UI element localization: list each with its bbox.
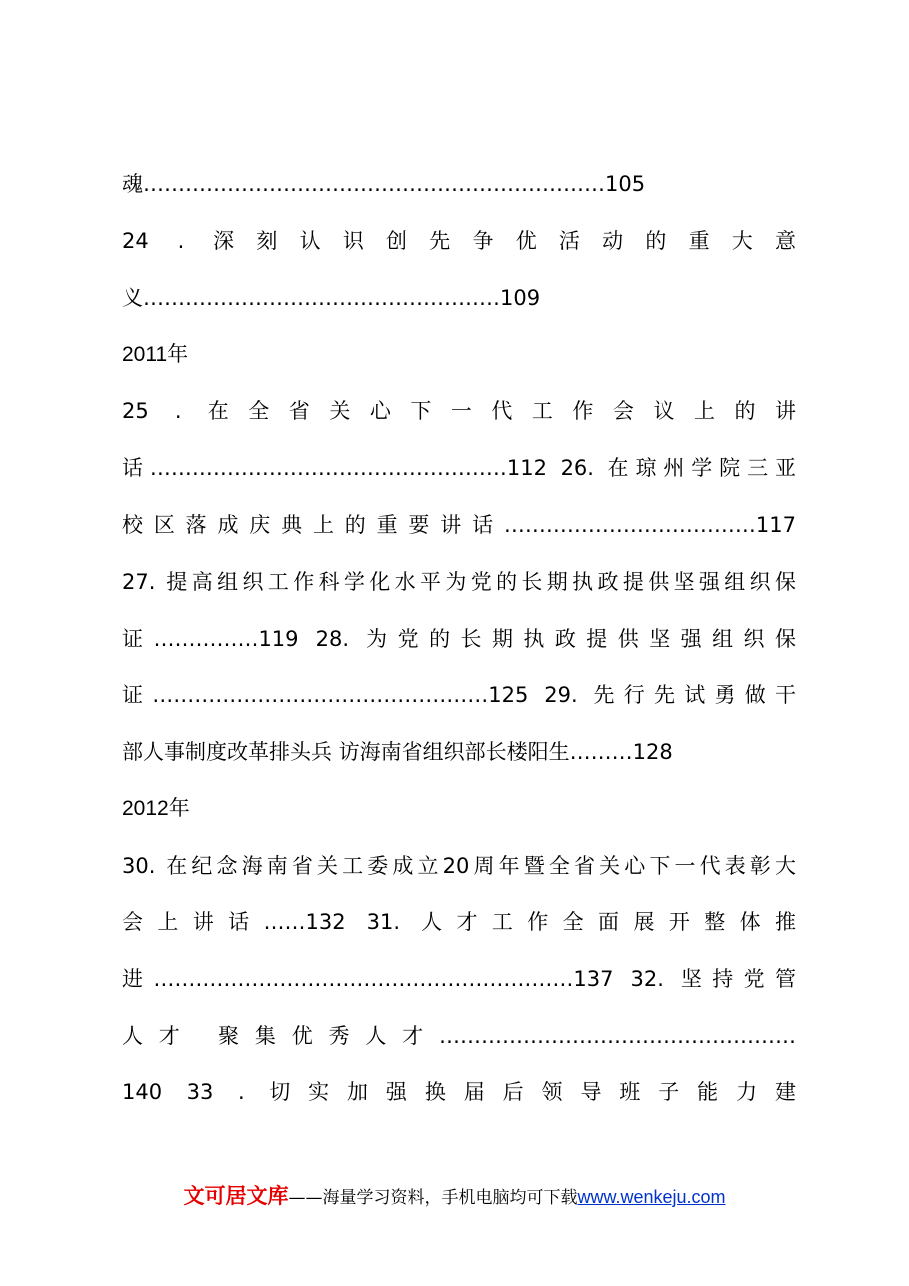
toc-line-7: 校区落成庆典上的重要讲话………………………………117 bbox=[122, 513, 796, 537]
toc-line-2: 24 . 深刻认识创先争优活动的重大意 bbox=[122, 229, 796, 253]
year-heading-2011: 2011年 bbox=[122, 343, 189, 366]
toc-line-14: 会上讲话……132 31. 人才工作全面展开整体推 bbox=[122, 910, 796, 934]
toc-line-11: 部人事制度改革排头兵 访海南省组织部长楼阳生………128 bbox=[122, 740, 673, 764]
footer-brand: 文可居文库 bbox=[183, 1184, 289, 1208]
toc-line-6: 话……………………………………………112 26. 在琼州学院三亚 bbox=[122, 456, 796, 480]
toc-line-1: 魂…………………………………………………………105 bbox=[122, 172, 646, 196]
year-heading-2012: 2012年 bbox=[122, 797, 190, 820]
toc-line-17: 140 33 . 切实加强换届后领导班子能力建 bbox=[122, 1080, 796, 1104]
toc-line-8: 27. 提高组织工作科学化水平为党的长期执政提供坚强组织保 bbox=[122, 570, 796, 594]
toc-line-16: 人才 聚集优秀人才…………………………………………… bbox=[122, 1024, 796, 1048]
footer-website-link[interactable]: www.wenkeju.com bbox=[577, 1187, 726, 1207]
toc-line-13: 30. 在纪念海南省关工委成立20周年暨全省关心下一代表彰大 bbox=[122, 854, 796, 878]
toc-line-3: 义……………………………………………109 bbox=[122, 286, 541, 310]
footer-banner bbox=[0, 1180, 909, 1212]
toc-line-9: 证……………119 28. 为党的长期执政提供坚强组织保 bbox=[122, 627, 796, 651]
toc-line-5: 25 . 在全省关心下一代工作会议上的讲 bbox=[122, 399, 796, 423]
toc-line-10: 证…………………………………………125 29. 先行先试勇做干 bbox=[122, 683, 796, 707]
footer-slogan: ——海量学习资料，手机电脑均可下载 bbox=[288, 1188, 578, 1208]
toc-line-15: 进……………………………………………………137 32. 坚持党管 bbox=[122, 967, 796, 991]
